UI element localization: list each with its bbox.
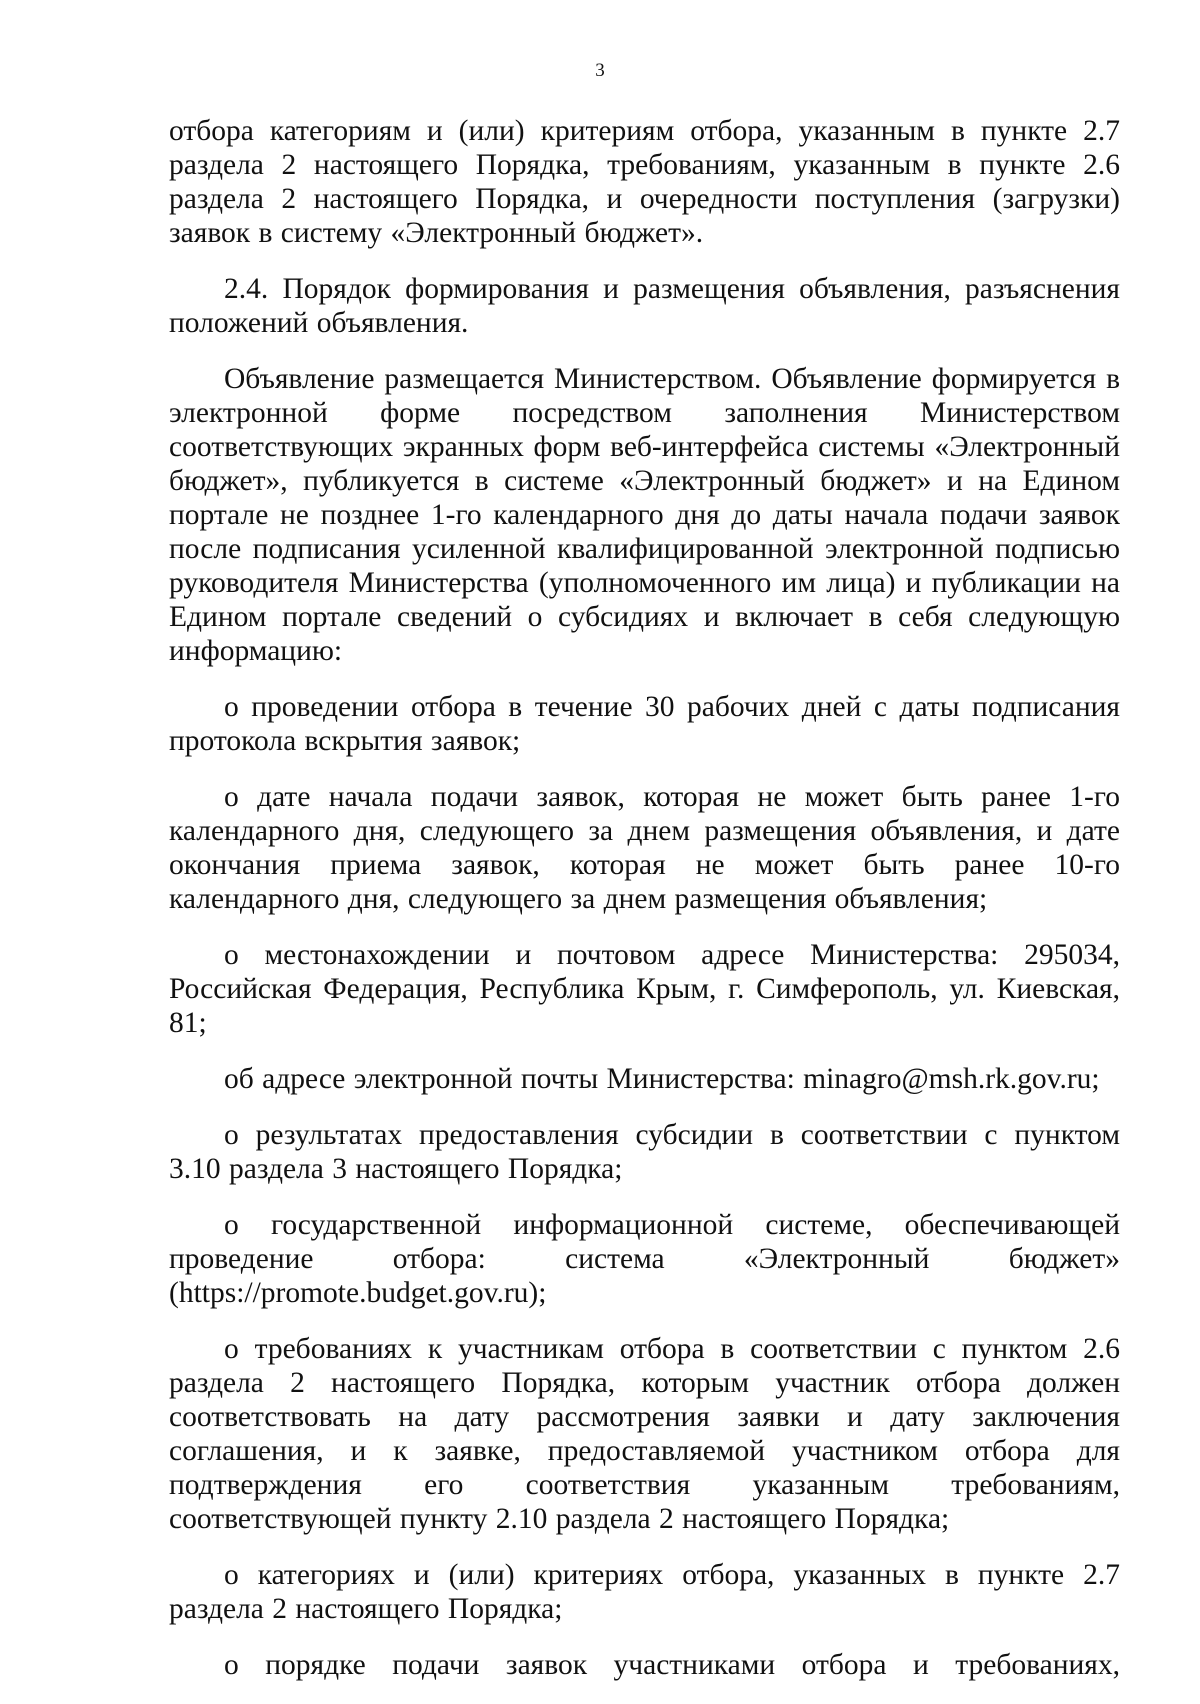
paragraph-10: о категориях и (или) критериях отбора, указанных в пункте 2.7 раздела 2 настоящего Порядка;: [169, 1559, 1120, 1625]
page-number: 3: [595, 60, 605, 81]
paragraph-7: о результатах предоставления субсидии в соответствии с пунктом 3.10 раздела 3 настоящего Порядка;: [169, 1119, 1120, 1185]
paragraph-11: о порядке подачи заявок участниками отбора и требованиях,: [224, 1649, 1120, 1681]
paragraph-5: о местонахождении и почтовом адресе Министерства: 295034, Российская Федерация, Республика Крым, г. Симферополь, ул. Киевская, 81;: [169, 939, 1120, 1039]
document-body: [169, 114, 1120, 1704]
paragraph-2: Объявление размещается Министерством. Объявление формируется в электронной форме посредством заполнения Министерством соответствующих экранных форм веб-интерфейса системы «Электронный бюджет», публикуется в системе «Электронный бюджет» и на Едином портале не позднее 1-го календарного дня до даты начала подачи заявок после подписания усиленной квалифицированной электронной подписью руководителя Министерства (уполномоченного им лица) и публикации на Едином портале сведений о субсидиях и включает в себя следующую информацию:: [169, 363, 1120, 667]
paragraph-8: о государственной информационной системе, обеспечивающей проведение отбора: система «Электронный бюджет» (https://promote.budget.gov.ru);: [169, 1209, 1120, 1309]
paragraph-4: о дате начала подачи заявок, которая не может быть ранее 1-го календарного дня, следующего за днем размещения объявления, и дате окончания приема заявок, которая не может быть ранее 10-го календарного дня, следующего за днем размещения объявления;: [169, 781, 1120, 915]
paragraph-9: о требованиях к участникам отбора в соответствии с пунктом 2.6 раздела 2 настоящего Порядка, которым участник отбора должен соответствовать на дату рассмотрения заявки и дату заключения соглашения, и к заявке, предоставляемой участником отбора для подтверждения его соответствия указанным требованиям, соответствующей пункту 2.10 раздела 2 настоящего Порядка;: [169, 1333, 1120, 1535]
paragraph-6: об адресе электронной почты Министерства: minagro@msh.rk.gov.ru;: [224, 1063, 1100, 1095]
paragraph-3: о проведении отбора в течение 30 рабочих дней с даты подписания протокола вскрытия заявок;: [169, 691, 1120, 757]
paragraph-0: отбора категориям и (или) критериям отбора, указанным в пункте 2.7 раздела 2 настоящего Порядка, требованиям, указанным в пункте 2.6 раздела 2 настоящего Порядка, и очередности поступления (загрузки) заявок в систему «Электронный бюджет».: [169, 115, 1120, 249]
paragraph-1: 2.4. Порядок формирования и размещения объявления, разъяснения положений объявления.: [169, 273, 1120, 339]
